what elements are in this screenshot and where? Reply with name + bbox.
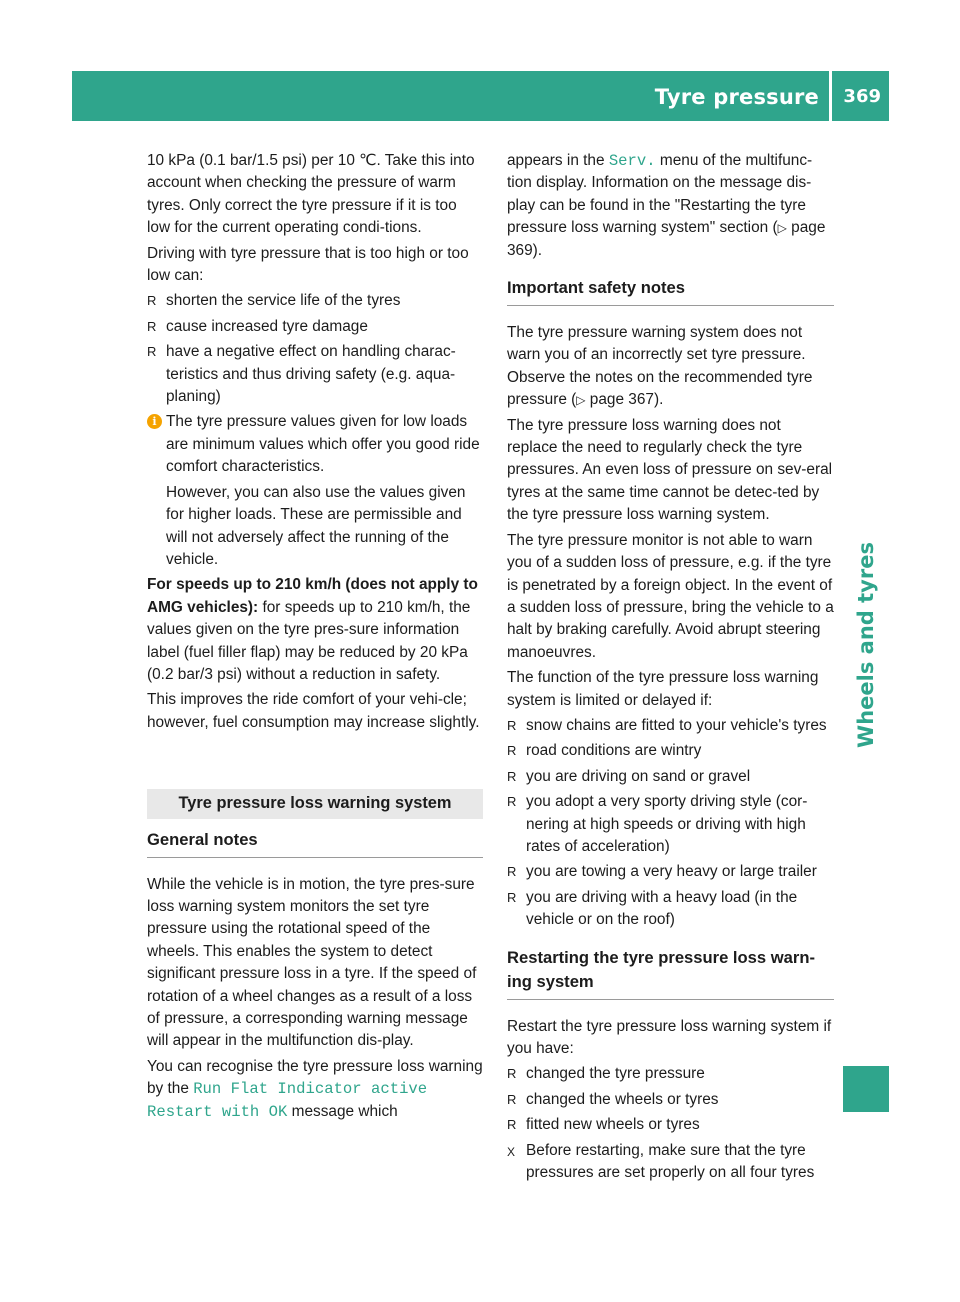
page-ref-icon: ▷ xyxy=(777,221,787,236)
bullet-mark: R xyxy=(507,768,517,784)
intro-paragraph: 10 kPa (0.1 bar/1.5 psi) per 10 ℃. Take this into account when checking the pressure of warm tyres. Only correct the tyre pressure if it is too low for the current operating condi-tions. xyxy=(147,152,475,237)
list-item: R cause increased tyre damage xyxy=(147,316,483,338)
side-tab xyxy=(843,510,889,780)
page-number: 369 xyxy=(843,86,881,107)
general-notes-heading: General notes xyxy=(147,828,483,858)
bullet-mark: R xyxy=(147,293,157,309)
right-column xyxy=(507,150,834,1187)
list-item: R you are driving with a heavy load (in the vehicle or on the roof) xyxy=(507,888,798,929)
list-item: R road conditions are wintry xyxy=(507,740,834,762)
header-divider xyxy=(829,71,832,121)
safety-heading: Important safety notes xyxy=(507,276,834,306)
bullet-mark: R xyxy=(147,318,157,334)
safety-paragraph: The tyre pressure loss warning does not replace the need to regularly check the tyre pressures. An even loss of pressure on sev-eral tyres at the same time cannot be detec-ted by the tyre pressure loss warning system. xyxy=(507,416,833,524)
bullet-mark: R xyxy=(507,1091,517,1107)
list-item: R changed the tyre pressure xyxy=(507,1063,834,1085)
appears-paragraph: appears in the Serv. menu of the multifunc-tion display. Information on the message dis-play can be found in the "Restarting the tyre pressure loss warning system" section (▷ page 369). xyxy=(507,152,826,259)
bullet-mark: R xyxy=(507,1066,517,1082)
bullet-mark: R xyxy=(507,864,517,880)
bullet-mark: R xyxy=(507,1117,517,1133)
side-tab-label: Wheels and tyres xyxy=(854,542,878,748)
page-ref-icon: ▷ xyxy=(576,393,586,408)
safety-paragraph: The tyre pressure warning system does not warn you of an incorrectly set tyre pressure. Observe the notes on the recommended tyre pressure (▷ page 367). xyxy=(507,324,813,409)
safety-paragraph: The tyre pressure monitor is not able to warn you of a sudden loss of pressure, e.g. if the tyre is penetrated by a foreign object. In the event of a sudden loss of pressure, bring the vehicle to a halt by braking carefully. Avoid abrupt steering manoeuvres. xyxy=(507,531,834,661)
speed-paragraph: For speeds up to 210 km/h (does not apply to AMG vehicles): for speeds up to 210 km/h, the values given on the tyre pres-sure information label (fuel filler flap) may be reduced by 20 kPa (0.2 bar/3 psi) without a reduction in safety. xyxy=(147,576,478,683)
info-paragraph: However, you can also use the values given for higher loads. These are permissible and will not adversely affect the running of the vehicle. xyxy=(166,483,466,568)
recognise-paragraph: You can recognise the tyre pressure loss warning by the Run Flat Indicator active Restart with OK message which xyxy=(147,1057,483,1121)
chapter-title: Tyre pressure xyxy=(654,85,819,109)
bullet-mark: R xyxy=(147,344,157,360)
list-item: R have a negative effect on handling charac-teristics and thus driving safety (e.g. aqua-planing) xyxy=(147,343,456,406)
menu-name: Serv. xyxy=(608,152,656,170)
page-header xyxy=(72,71,889,121)
list-item: R fitted new wheels or tyres xyxy=(507,1114,834,1136)
driving-paragraph: Driving with tyre pressure that is too high or too low can: xyxy=(147,244,469,285)
restart-paragraph: Restart the tyre pressure loss warning system if you have: xyxy=(507,1017,832,1057)
step-mark: X xyxy=(507,1144,516,1159)
safety-paragraph: The function of the tyre pressure loss warning system is limited or delayed if: xyxy=(507,669,819,709)
bullet-mark: R xyxy=(507,889,517,905)
comfort-paragraph: This improves the ride comfort of your vehi-cle; however, fuel consumption may increase slightly. xyxy=(147,691,480,731)
list-item: R you are driving on sand or gravel xyxy=(507,766,834,788)
left-column xyxy=(147,150,483,1126)
bullet-mark: R xyxy=(507,794,517,810)
side-marker xyxy=(843,1066,889,1112)
bullet-mark: R xyxy=(507,743,517,759)
display-message: Run Flat Indicator active Restart with OK xyxy=(147,1080,428,1121)
list-item: R you adopt a very sporty driving style (cor-nering at high speeds or driving with high rates of acceleration) xyxy=(507,793,808,855)
general-paragraph: While the vehicle is in motion, the tyre pres-sure loss warning system monitors the set tyre pressure using the rotational speed of the wheels. This enables the system to detect significant pressure loss in a tyre. If the speed of rotation of a wheel changes as a result of a loss of pressure, a corresponding warning message will appear in the multifunction dis-play. xyxy=(147,875,477,1050)
info-note xyxy=(147,411,483,571)
list-item: R shorten the service life of the tyres xyxy=(147,290,483,312)
list-item: R changed the wheels or tyres xyxy=(507,1089,834,1111)
restart-heading: Restarting the tyre pressure loss warn-ing system xyxy=(507,946,834,1000)
list-item: R snow chains are fitted to your vehicle's tyres xyxy=(507,715,834,737)
instruction-step: X Before restarting, make sure that the tyre pressures are set properly on all four tyres xyxy=(507,1141,815,1182)
bullet-mark: R xyxy=(507,717,517,733)
info-paragraph: The tyre pressure values given for low loads are minimum values which offer you good ride comfort characteristics. xyxy=(166,413,480,476)
info-icon: i xyxy=(147,414,162,429)
list-item: R you are towing a very heavy or large trailer xyxy=(507,861,834,883)
section-title: Tyre pressure loss warning system xyxy=(147,789,483,818)
